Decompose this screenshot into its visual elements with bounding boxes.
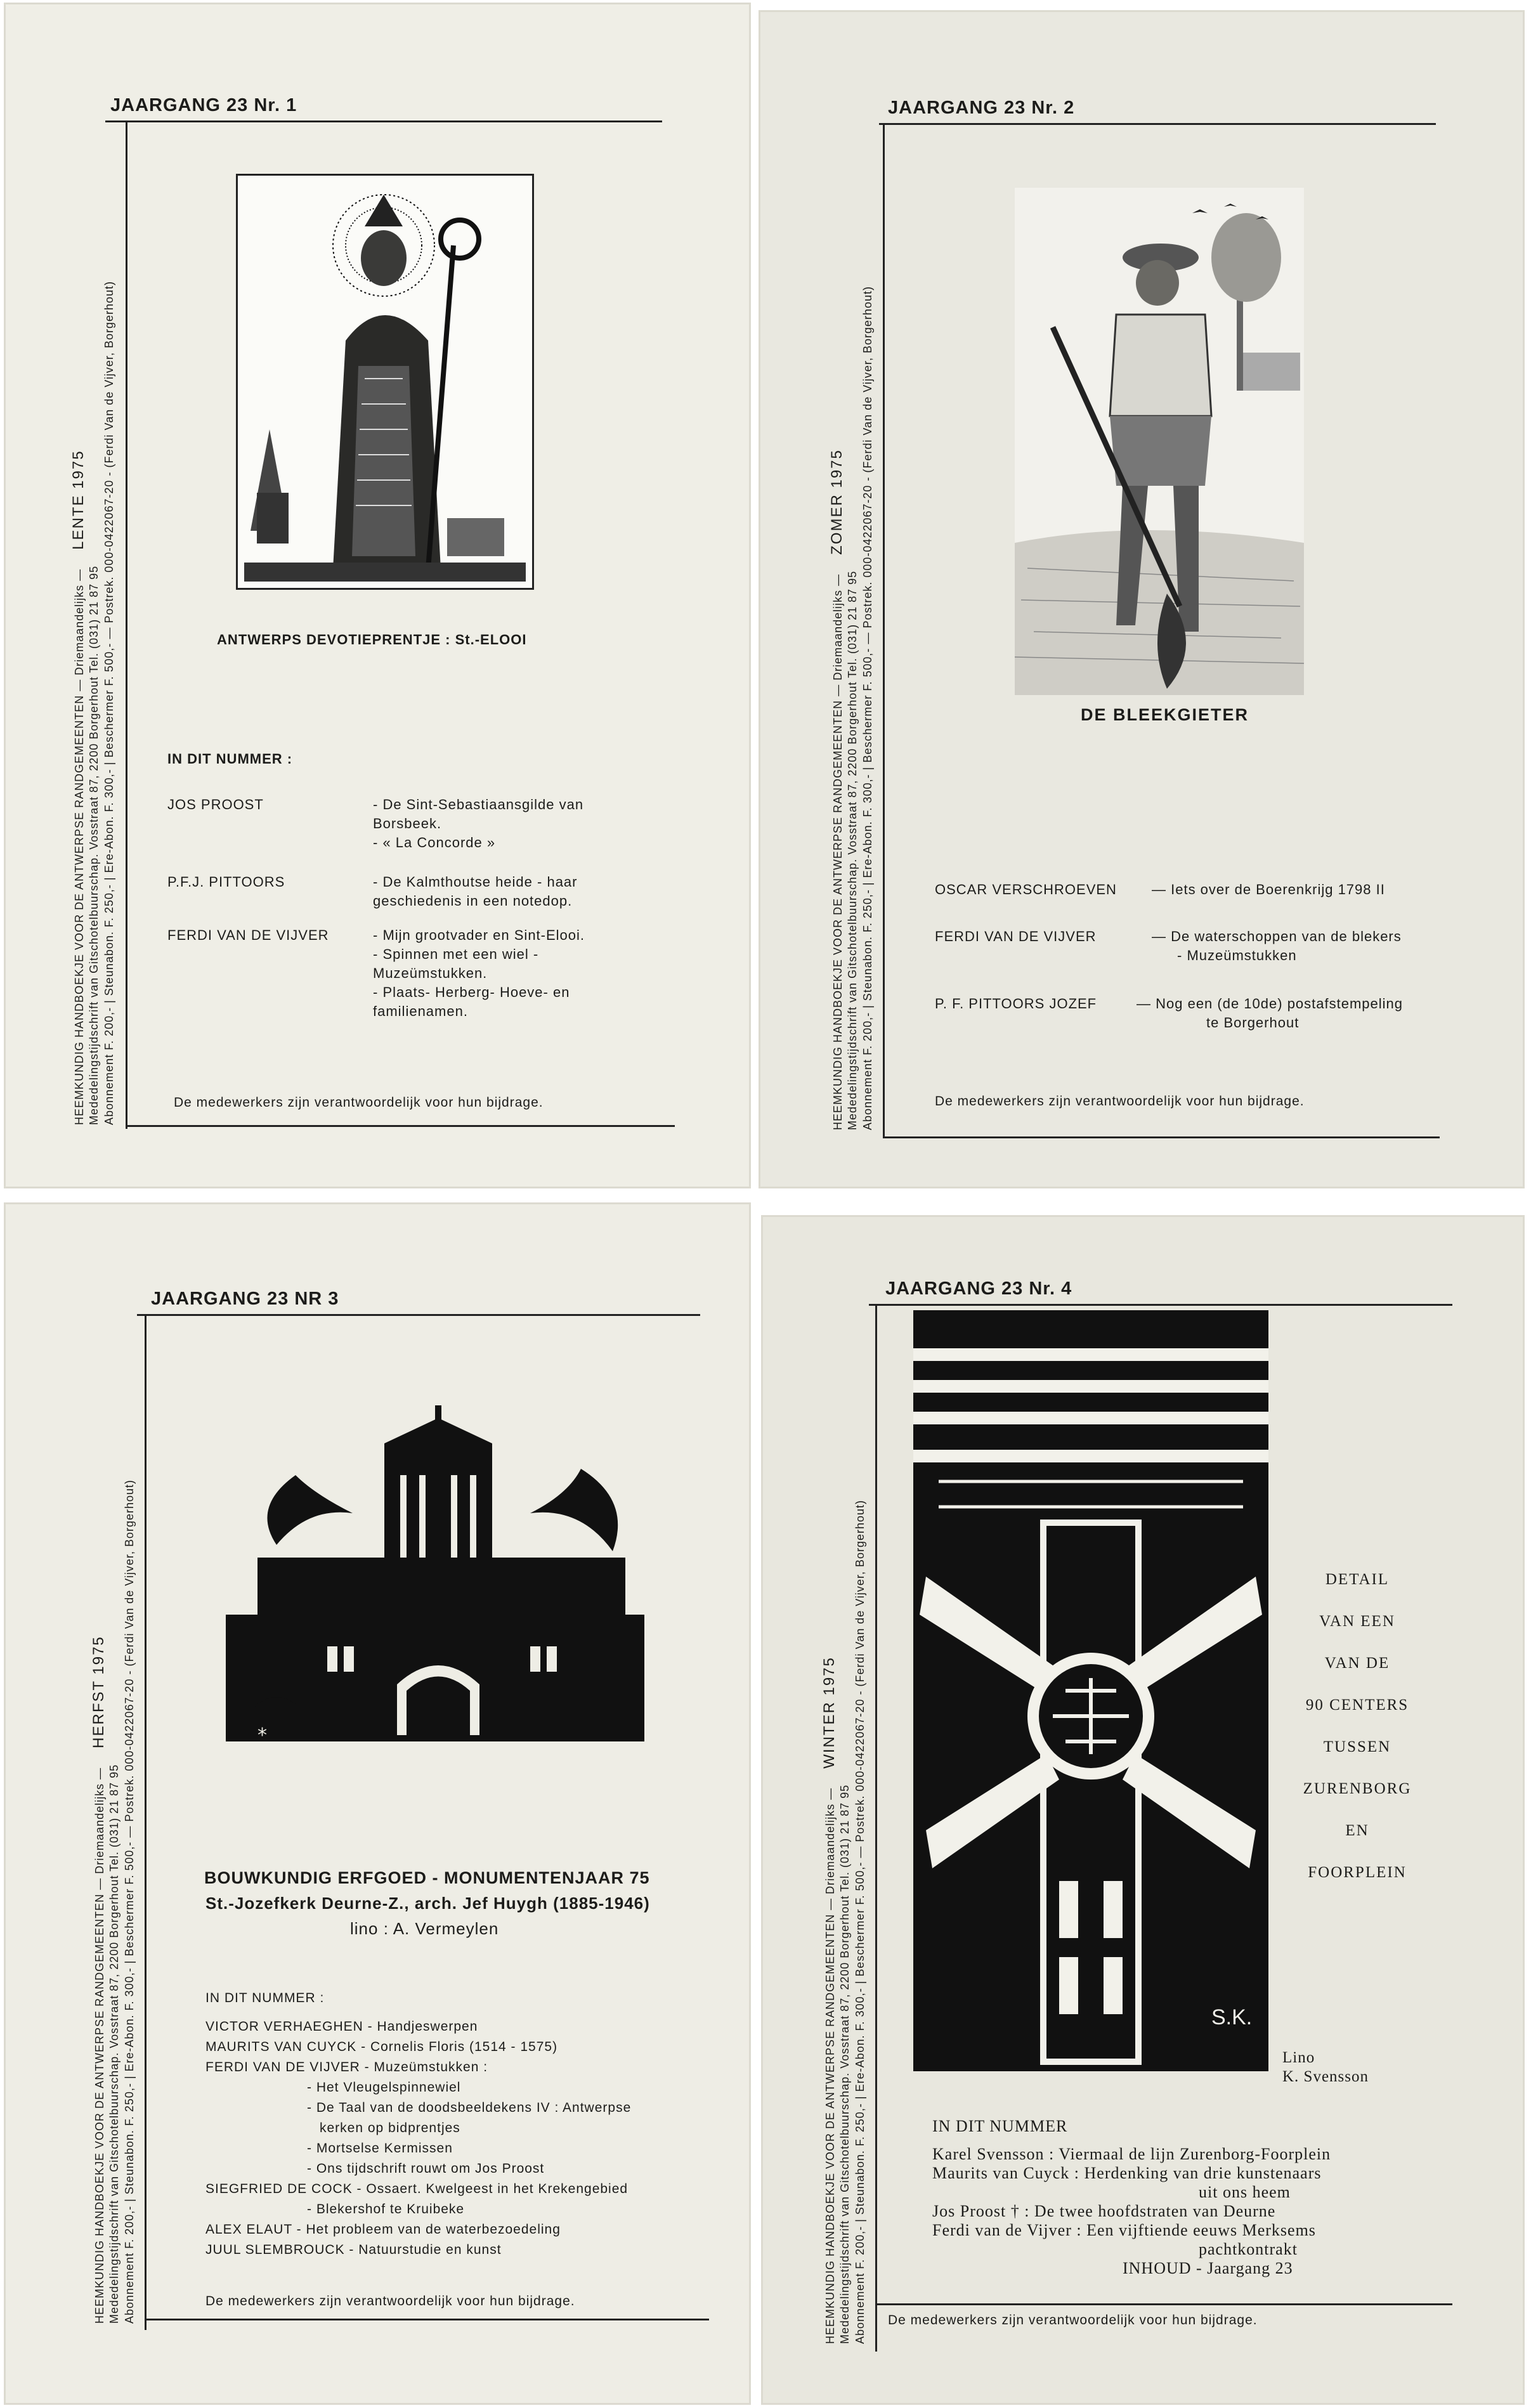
contents-heading: IN DIT NUMMER : <box>205 1991 325 2005</box>
footer-note: De medewerkers zijn verantwoordelijk voor hun bijdrage. <box>174 1095 544 1110</box>
sidebar-rule <box>883 123 885 1136</box>
footer-note: De medewerkers zijn verantwoordelijk voor hun bijdrage. <box>935 1094 1305 1109</box>
image-caption: ANTWERPS DEVOTIEPRENTJE : St.-ELOOI <box>217 632 527 648</box>
header-rule <box>105 120 662 122</box>
issue-1-cover <box>4 3 751 1188</box>
contents-author: FERDI VAN DE VIJVER <box>167 927 329 943</box>
contents-list: Karel Svensson : Viermaal de lijn Zurenborg-Foorplein Maurits van Cuyck : Herdenking van drie kunstenaars uit ons heem Jos Proost † : De twee hoofdstraten van Deurne Ferdi van de Vijver : Een vijftiende eeuws Merksems pachtkontrakt INHOUD - Jaargang 23 <box>932 2145 1331 2277</box>
st-jozefkerk-linocut <box>226 1405 644 1754</box>
image-signature: S.K. <box>1211 2005 1253 2029</box>
issue-4-cover <box>761 1215 1525 2405</box>
contents-author: JOS PROOST <box>167 797 264 812</box>
masthead-sidebar: HEEMKUNDIG HANDBOEKJE VOOR DE ANTWERPSE RANDGEMEENTEN — Driemaandelijks — WINTER 1975 Mededelingstijdschrift van Gitschotelbuurschap. Vosstraat 87, 2200 Borgerhout Tel. (031) 21 87 95 Abonnement F. 200,- | Steunabon. F. 250,- | Ere-Abon. F. 300,- | Beschermer F. 500,- — Postrek. 000-0422067-20 - (Ferdi Van de Vijver, Borgerhout) <box>821 1500 866 2344</box>
contents-titles: - De Sint-Sebastiaansgilde van Borsbeek. - « La Concorde » <box>373 797 584 850</box>
footer-rule <box>145 2319 709 2320</box>
contents-author: FERDI VAN DE VIJVER <box>935 928 1097 944</box>
footer-rule <box>875 2303 1452 2305</box>
issue-header: JAARGANG 23 Nr. 1 <box>110 95 297 115</box>
contents-titles: - De Kalmthoutse heide - haar geschiedenis in een notedop. <box>373 874 578 909</box>
issue-header: JAARGANG 23 NR 3 <box>151 1289 339 1309</box>
image-caption: DE BLEEKGIETER <box>1081 705 1249 724</box>
detail-caption: DETAIL VAN EEN VAN DE 90 CENTERS TUSSEN ZURENBORG EN FOORPLEIN <box>1303 1571 1412 1881</box>
contents-heading: IN DIT NUMMER : <box>167 751 293 767</box>
masthead-sidebar: HEEMKUNDIG HANDBOEKJE VOOR DE ANTWERPSE RANDGEMEENTEN — Driemaandelijks — LENTE 1975 Mededelingstijdschrift van Gitschotelbuurschap. Vosstraat 87, 2200 Borgerhout Tel. (031) 21 87 95 Abonnement F. 200,- | Steunabon. F. 250,- | Ere-Abon. F. 300,- | Beschermer F. 500,- — Postrek. 000-0422067-20 - (Ferdi Van de Vijver, Borgerhout) <box>70 281 115 1125</box>
caption-title: BOUWKUNDIG ERFGOED - MONUMENTENJAAR 75 <box>204 1868 650 1887</box>
contents-heading: IN DIT NUMMER <box>932 2117 1068 2135</box>
contents-author: OSCAR VERSCHROEVEN <box>935 882 1117 897</box>
bleekgieter-engraving <box>1015 188 1304 695</box>
contents-titles: — Nog een (de 10de) postafstempeling te Borgerhout <box>1137 996 1404 1031</box>
footer-note: De medewerkers zijn verantwoordelijk voor hun bijdrage. <box>205 2294 575 2308</box>
mill-detail-linocut <box>913 1310 1268 2071</box>
contents-author: P.F.J. PITTOORS <box>167 874 285 890</box>
contents-list: VICTOR VERHAEGHEN - Handjeswerpen MAURITS VAN CUYCK - Cornelis Floris (1514 - 1575) FERDI VAN DE VIJVER - Muzeümstukken : - Het Vleugelspinnewiel - De Taal van de doodsbeeldekens IV : Antwerpse kerken op bidprentjes - Mortselse Kermissen - Ons tijdschrift rouwt om Jos Proost SIEGFRIED DE COCK - Ossaert. Kwelgeest in het Krekengebied - Blekershof te Kruibeke ALEX ELAUT - Het probleem van de waterbezoedeling JUUL SLEMBROUCK - Natuurstudie en kunst <box>205 2019 632 2257</box>
masthead-sidebar: HEEMKUNDIG HANDBOEKJE VOOR DE ANTWERPSE RANDGEMEENTEN — Driemaandelijks — ZOMER 1975 Mededelingstijdschrift van Gitschotelbuurschap. Vosstraat 87, 2200 Borgerhout Tel. (031) 21 87 95 Abonnement F. 200,- | Steunabon. F. 250,- | Ere-Abon. F. 300,- | Beschermer F. 500,- — Postrek. 000-0422067-20 - (Ferdi Van de Vijver, Borgerhout) <box>828 286 874 1130</box>
footer-note: De medewerkers zijn verantwoordelijk voor hun bijdrage. <box>888 2313 1258 2327</box>
contents-titles: — Iets over de Boerenkrijg 1798 II <box>1152 882 1385 897</box>
contents-author: P. F. PITTOORS JOZEF <box>935 996 1097 1012</box>
svg-text:*: * <box>257 1724 267 1747</box>
contents-titles: - Mijn grootvader en Sint-Elooi. - Spinnen met een wiel - Muzeümstukken. - Plaats- Herberg- Hoeve- en familienamen. <box>373 927 585 1019</box>
sidebar-rule <box>126 120 127 1129</box>
sidebar-rule <box>875 1304 877 2352</box>
masthead-sidebar: HEEMKUNDIG HANDBOEKJE VOOR DE ANTWERPSE RANDGEMEENTEN — Driemaandelijks — HERFST 1975 Mededelingstijdschrift van Gitschotelbuurschap. Vosstraat 87, 2200 Borgerhout Tel. (031) 21 87 95 Abonnement F. 200,- | Steunabon. F. 250,- | Ere-Abon. F. 300,- | Beschermer F. 500,- — Postrek. 000-0422067-20 - (Ferdi Van de Vijver, Borgerhout) <box>90 1480 136 2324</box>
contents-titles: — De waterschoppen van de blekers - Muzeümstukken <box>1152 928 1402 963</box>
caption-subtitle: St.-Jozefkerk Deurne-Z., arch. Jef Huygh (1885-1946) <box>205 1894 650 1913</box>
lino-label: Lino K. Svensson <box>1282 2049 1369 2085</box>
footer-rule <box>126 1125 675 1127</box>
header-rule <box>869 1304 1452 1306</box>
caption-lino: lino : A. Vermeylen <box>350 1919 499 1938</box>
footer-rule <box>883 1136 1440 1138</box>
issue-header: JAARGANG 23 Nr. 4 <box>885 1279 1072 1299</box>
issue-2-cover <box>759 10 1525 1188</box>
issue-3-cover <box>4 1202 751 2405</box>
saint-eligius-woodcut <box>236 174 534 590</box>
header-rule <box>879 123 1436 125</box>
issue-header: JAARGANG 23 Nr. 2 <box>888 98 1075 118</box>
sidebar-rule <box>145 1314 147 2330</box>
header-rule <box>137 1314 700 1316</box>
